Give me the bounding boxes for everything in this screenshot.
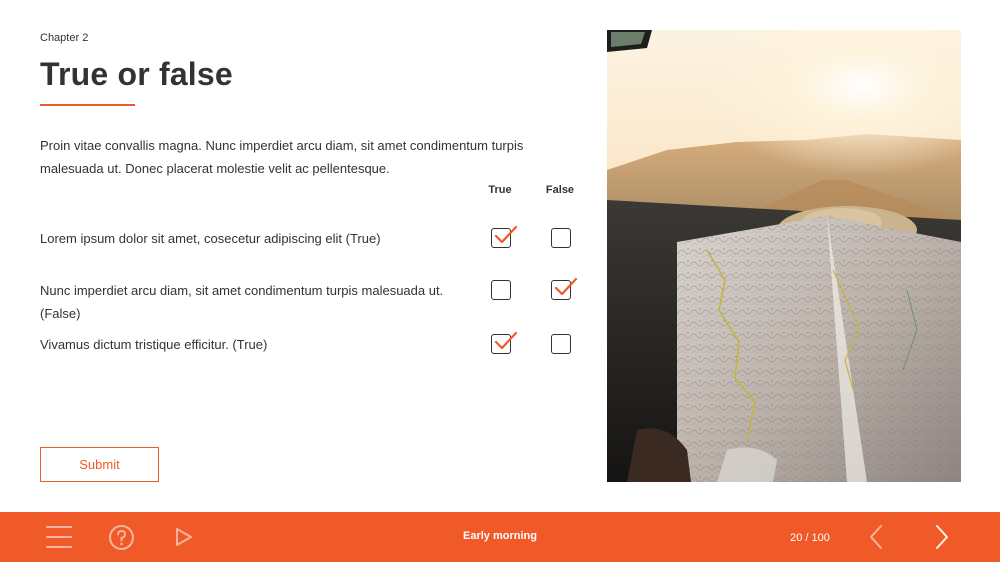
check-icon: [492, 223, 518, 249]
checkbox-q3-true[interactable]: [491, 334, 511, 354]
check-icon: [552, 275, 578, 301]
chevron-left-icon[interactable]: [866, 524, 886, 555]
intro-text: Proin vitae convallis magna. Nunc imperdiet arcu diam, sit amet condimentum turpis malesuada ut. Donec placerat molestie velit ac pellentesque.: [40, 138, 524, 176]
chapter-label: Chapter 2: [40, 32, 89, 44]
checkbox-q2-true[interactable]: [491, 280, 511, 300]
title-underline: [40, 104, 135, 106]
column-header-true: True: [488, 184, 512, 196]
checkbox-q1-false[interactable]: [551, 228, 571, 248]
question-text: Nunc imperdiet arcu diam, sit amet condimentum turpis malesuada ut. (False): [40, 283, 444, 321]
question-text: Lorem ipsum dolor sit amet, cosecetur adipiscing elit (True): [40, 231, 381, 246]
play-icon[interactable]: [173, 526, 195, 553]
page-counter: 20 / 100: [790, 532, 830, 544]
help-icon[interactable]: [108, 524, 135, 556]
footer-bar: [0, 512, 1000, 562]
page-title: True or false: [40, 56, 233, 92]
question-text: Vivamus dictum tristique efficitur. (True): [40, 337, 268, 352]
checkbox-q3-false[interactable]: [551, 334, 571, 354]
menu-icon[interactable]: [44, 524, 74, 555]
column-header-false: False: [545, 184, 575, 196]
chevron-right-icon[interactable]: [932, 524, 952, 555]
checkbox-q1-true[interactable]: [491, 228, 511, 248]
footer-title: Early morning: [463, 530, 537, 542]
checkbox-q2-false[interactable]: [551, 280, 571, 300]
map-photo: [607, 30, 961, 482]
submit-button[interactable]: Submit: [40, 447, 159, 482]
check-icon: [492, 329, 518, 355]
